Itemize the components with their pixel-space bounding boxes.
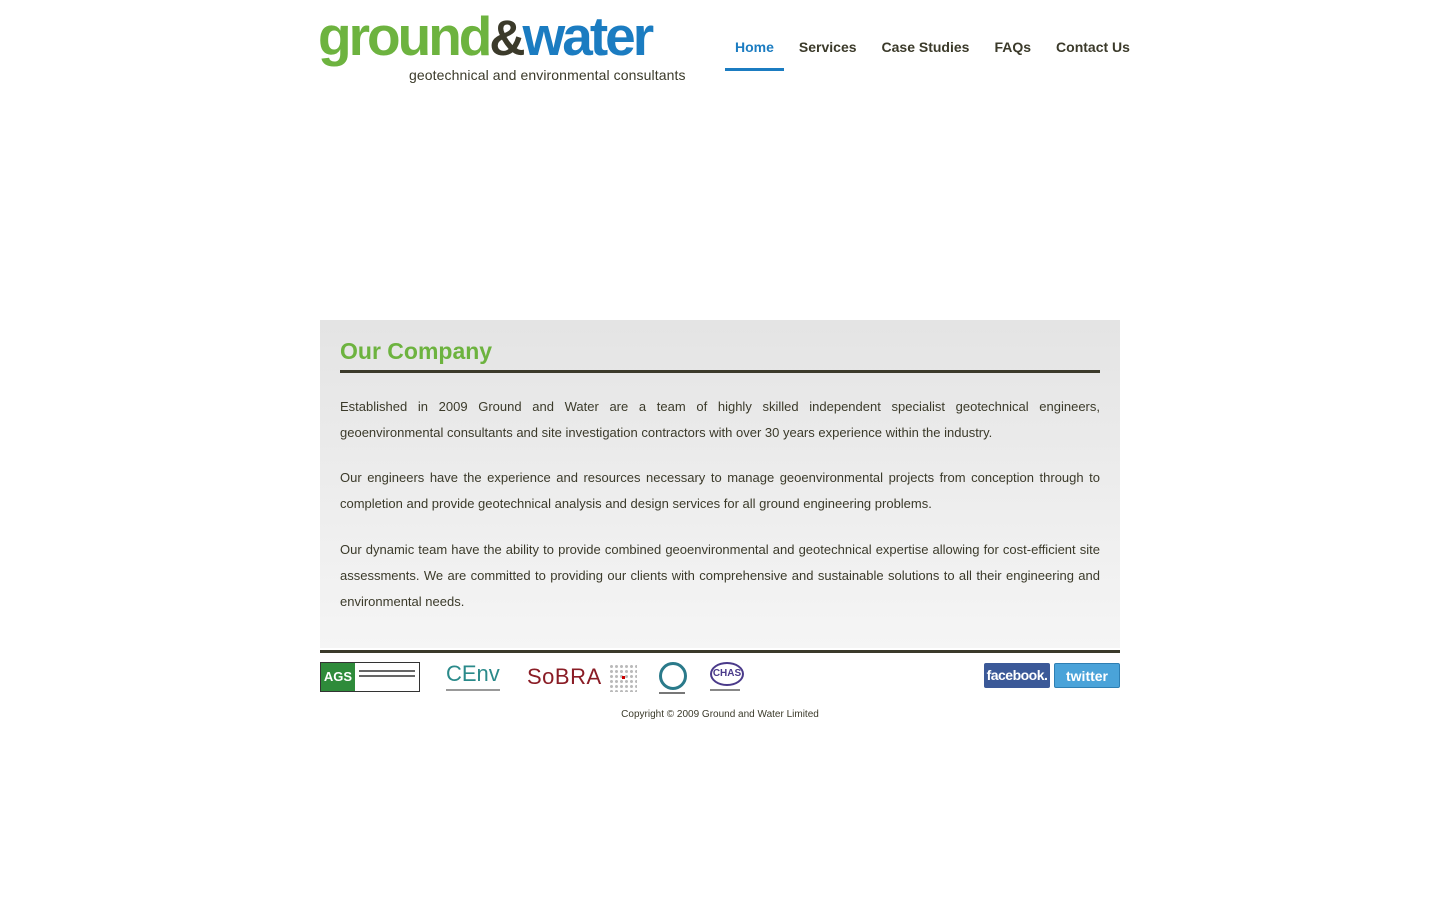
main-nav xyxy=(725,30,1145,70)
twitter-button[interactable]: twitter xyxy=(1054,663,1120,688)
our-company-panel xyxy=(320,320,1120,648)
ring-logo-subline xyxy=(659,692,685,694)
circular-arrows-logo xyxy=(659,662,687,694)
chas-logo xyxy=(710,662,746,694)
footer-divider xyxy=(320,650,1120,653)
logo-ampersand: & xyxy=(489,10,523,66)
nav-services[interactable]: Services xyxy=(798,39,857,55)
cenv-logo-subline xyxy=(446,689,500,691)
logo-tagline: geotechnical and environmental consultants xyxy=(409,67,686,83)
logo-ground: ground xyxy=(318,5,490,67)
facebook-button[interactable]: facebook. xyxy=(984,663,1050,688)
sobra-red-dot xyxy=(622,676,625,679)
ags-logo xyxy=(320,662,420,692)
chas-logo-subline xyxy=(710,689,740,691)
nav-case-studies[interactable]: Case Studies xyxy=(881,39,970,55)
chas-logo-mark: CHAS xyxy=(710,662,744,686)
company-paragraph-3: Our dynamic team have the ability to provide combined geoenvironmental and geotechnical expertise allowing for cost-efficient site assessments. We are committed to providing our clients with comprehensive and sustainable solutions to all their engineering and environmental needs. xyxy=(340,542,1100,609)
copyright-text: Copyright © 2009 Ground and Water Limited xyxy=(621,709,819,720)
nav-contact-us[interactable]: Contact Us xyxy=(1056,39,1130,55)
sobra-logo xyxy=(527,662,637,694)
nav-faqs[interactable]: FAQs xyxy=(994,39,1032,55)
recycle-ring-icon xyxy=(659,662,687,690)
logo-water: water xyxy=(522,5,652,67)
section-heading: Our Company xyxy=(340,338,493,364)
sobra-logo-mark: SoBRA xyxy=(527,664,602,689)
ground-and-water-logo[interactable] xyxy=(320,6,710,90)
logo-wordmark xyxy=(318,6,651,68)
nav-home[interactable]: Home xyxy=(725,30,784,71)
cenv-logo-mark: CEnv xyxy=(446,661,500,686)
ags-logo-mark: AGS xyxy=(321,663,355,691)
ags-logo-text-lines xyxy=(359,670,415,680)
company-paragraph-1: Established in 2009 Ground and Water are a team of highly skilled independent specialist geotechnical engineers, geoenvironmental consultants and site investigation contractors with over 30 years experience within the industry. xyxy=(340,399,1100,440)
cenv-logo xyxy=(446,662,504,694)
heading-divider xyxy=(340,370,1100,373)
company-paragraph-2: Our engineers have the experience and resources necessary to manage geoenvironmental projects from conception through to completion and provide geotechnical analysis and design services for all ground engineering problems. xyxy=(340,470,1100,511)
